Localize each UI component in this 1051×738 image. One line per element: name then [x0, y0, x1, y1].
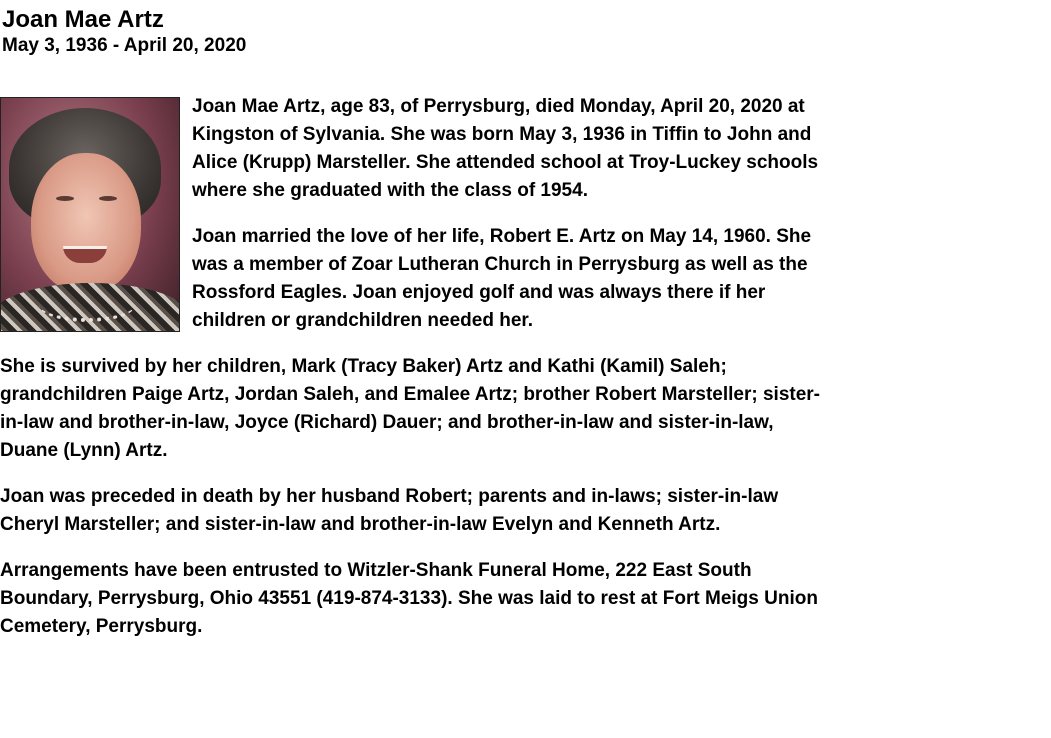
paragraph-survivors: She is survived by her children, Mark (Tracy Baker) Artz and Kathi (Kamil) Saleh; grandchildren Paige Artz, Jordan Saleh, and Emalee Artz; brother Robert Marsteller; sister-in-law and brother-in-law, Joyce (Richard) Dauer; and brother-in-law and sister-in-law, Duane (Lynn) Artz.: [0, 356, 821, 461]
life-dates: May 3, 1936 - April 20, 2020: [2, 35, 247, 56]
paragraph-biography: Joan Mae Artz, age 83, of Perrysburg, died Monday, April 20, 2020 at Kingston of Sylvania. She was born May 3, 1936 in Tiffin to John and Alice (Krupp) Marsteller. She attended school at Troy-Luckey schools where she graduated with the class of 1954.: [192, 96, 819, 201]
paragraph-preceded: Joan was preceded in death by her husband Robert; parents and in-laws; sister-in-law Cheryl Marsteller; and sister-in-law and brother-in-law Evelyn and Kenneth Artz.: [0, 486, 779, 535]
portrait-photo: [0, 97, 180, 332]
obituary-page: [2, 0, 832, 58]
paragraph-arrangements: Arrangements have been entrusted to Witzler-Shank Funeral Home, 222 East South Boundary, Perrysburg, Ohio 43551 (419-874-3133). She was laid to rest at Fort Meigs Union Cemetery, Perrysburg.: [0, 560, 818, 637]
paragraph-marriage: Joan married the love of her life, Robert E. Artz on May 14, 1960. She was a member of Zoar Lutheran Church in Perrysburg as well as the Rossford Eagles. Joan enjoyed golf and was always there if her children or grandchildren needed her.: [192, 226, 812, 331]
obituary-body: [0, 93, 830, 659]
deceased-name: Joan Mae Artz: [2, 6, 164, 33]
